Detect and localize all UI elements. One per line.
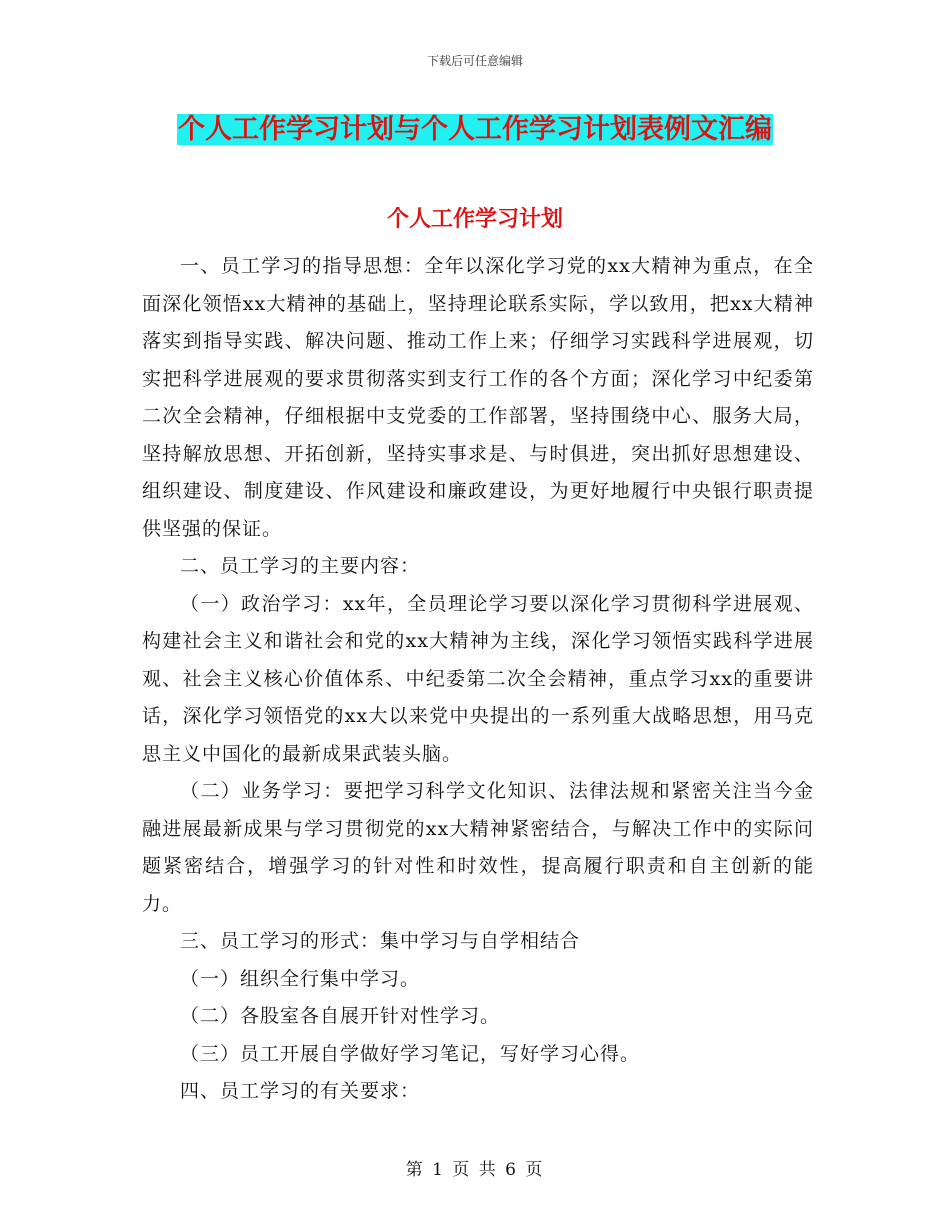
paragraph-main-content-heading: 二、员工学习的主要内容：: [180, 555, 421, 577]
paragraph-political-study: （一）政治学习：xx年，全员理论学习要以深化学习贯彻科学进展观、构建社会主义和谐社会和党的xx大精神为主线，深化学习领悟实践科学进展观、社会主义核心价值体系、中纪委第二次全会精神，重点学习xx的重要讲话，深化学习领悟党的xx大以来党中央提出的一系列重大战略思想，用马克思主义中国化的最新成果武装头脑。: [142, 592, 814, 765]
document-body: [142, 248, 814, 1111]
paragraph-form-item-2: （二）各股室各自展开针对性学习。: [180, 1005, 501, 1027]
paragraph-form-item-3: （三）员工开展自学做好学习笔记，写好学习心得。: [180, 1042, 641, 1065]
document-title: [0, 112, 950, 148]
paragraph-guiding-thought: 一、员工学习的指导思想：全年以深化学习党的xx大精神为重点，在全面深化领悟xx大精神的基础上，坚持理论联系实际，学以致用，把xx大精神落实到指导实践、解决问题、推动工作上来；仔细学习实践科学进展观，切实把科学进展观的要求贯彻落实到支行工作的各个方面；深化学习中纪委第二次全会精神，仔细根据中支党委的工作部署，坚持围绕中心、服务大局，坚持解放思想、开拓创新，坚持实事求是、与时俱进，突出抓好思想建设、组织建设、制度建设、作风建设和廉政建设，为更好地履行中央银行职责提供坚强的保证。: [142, 255, 814, 540]
document-title-highlight: 个人工作学习计划与个人工作学习计划表例文汇编: [178, 114, 772, 145]
page-footer: 第 1 页 共 6 页: [405, 1160, 545, 1180]
header-note: 下载后可任意编辑: [426, 54, 523, 68]
paragraph-study-form-heading: 三、员工学习的形式：集中学习与自学相结合: [180, 930, 581, 952]
section-title: 个人工作学习计划: [386, 206, 563, 232]
paragraph-form-item-1: （一）组织全行集中学习。: [180, 967, 421, 990]
paragraph-business-study: （二）业务学习：要把学习科学文化知识、法律法规和紧密关注当今金融进展最新成果与学习贯彻党的xx大精神紧密结合，与解决工作中的实际问题紧密结合，增强学习的针对性和时效性，提高履行职责和自主创新的能力。: [142, 780, 814, 915]
paragraph-requirements-heading: 四、员工学习的有关要求：: [180, 1080, 421, 1102]
